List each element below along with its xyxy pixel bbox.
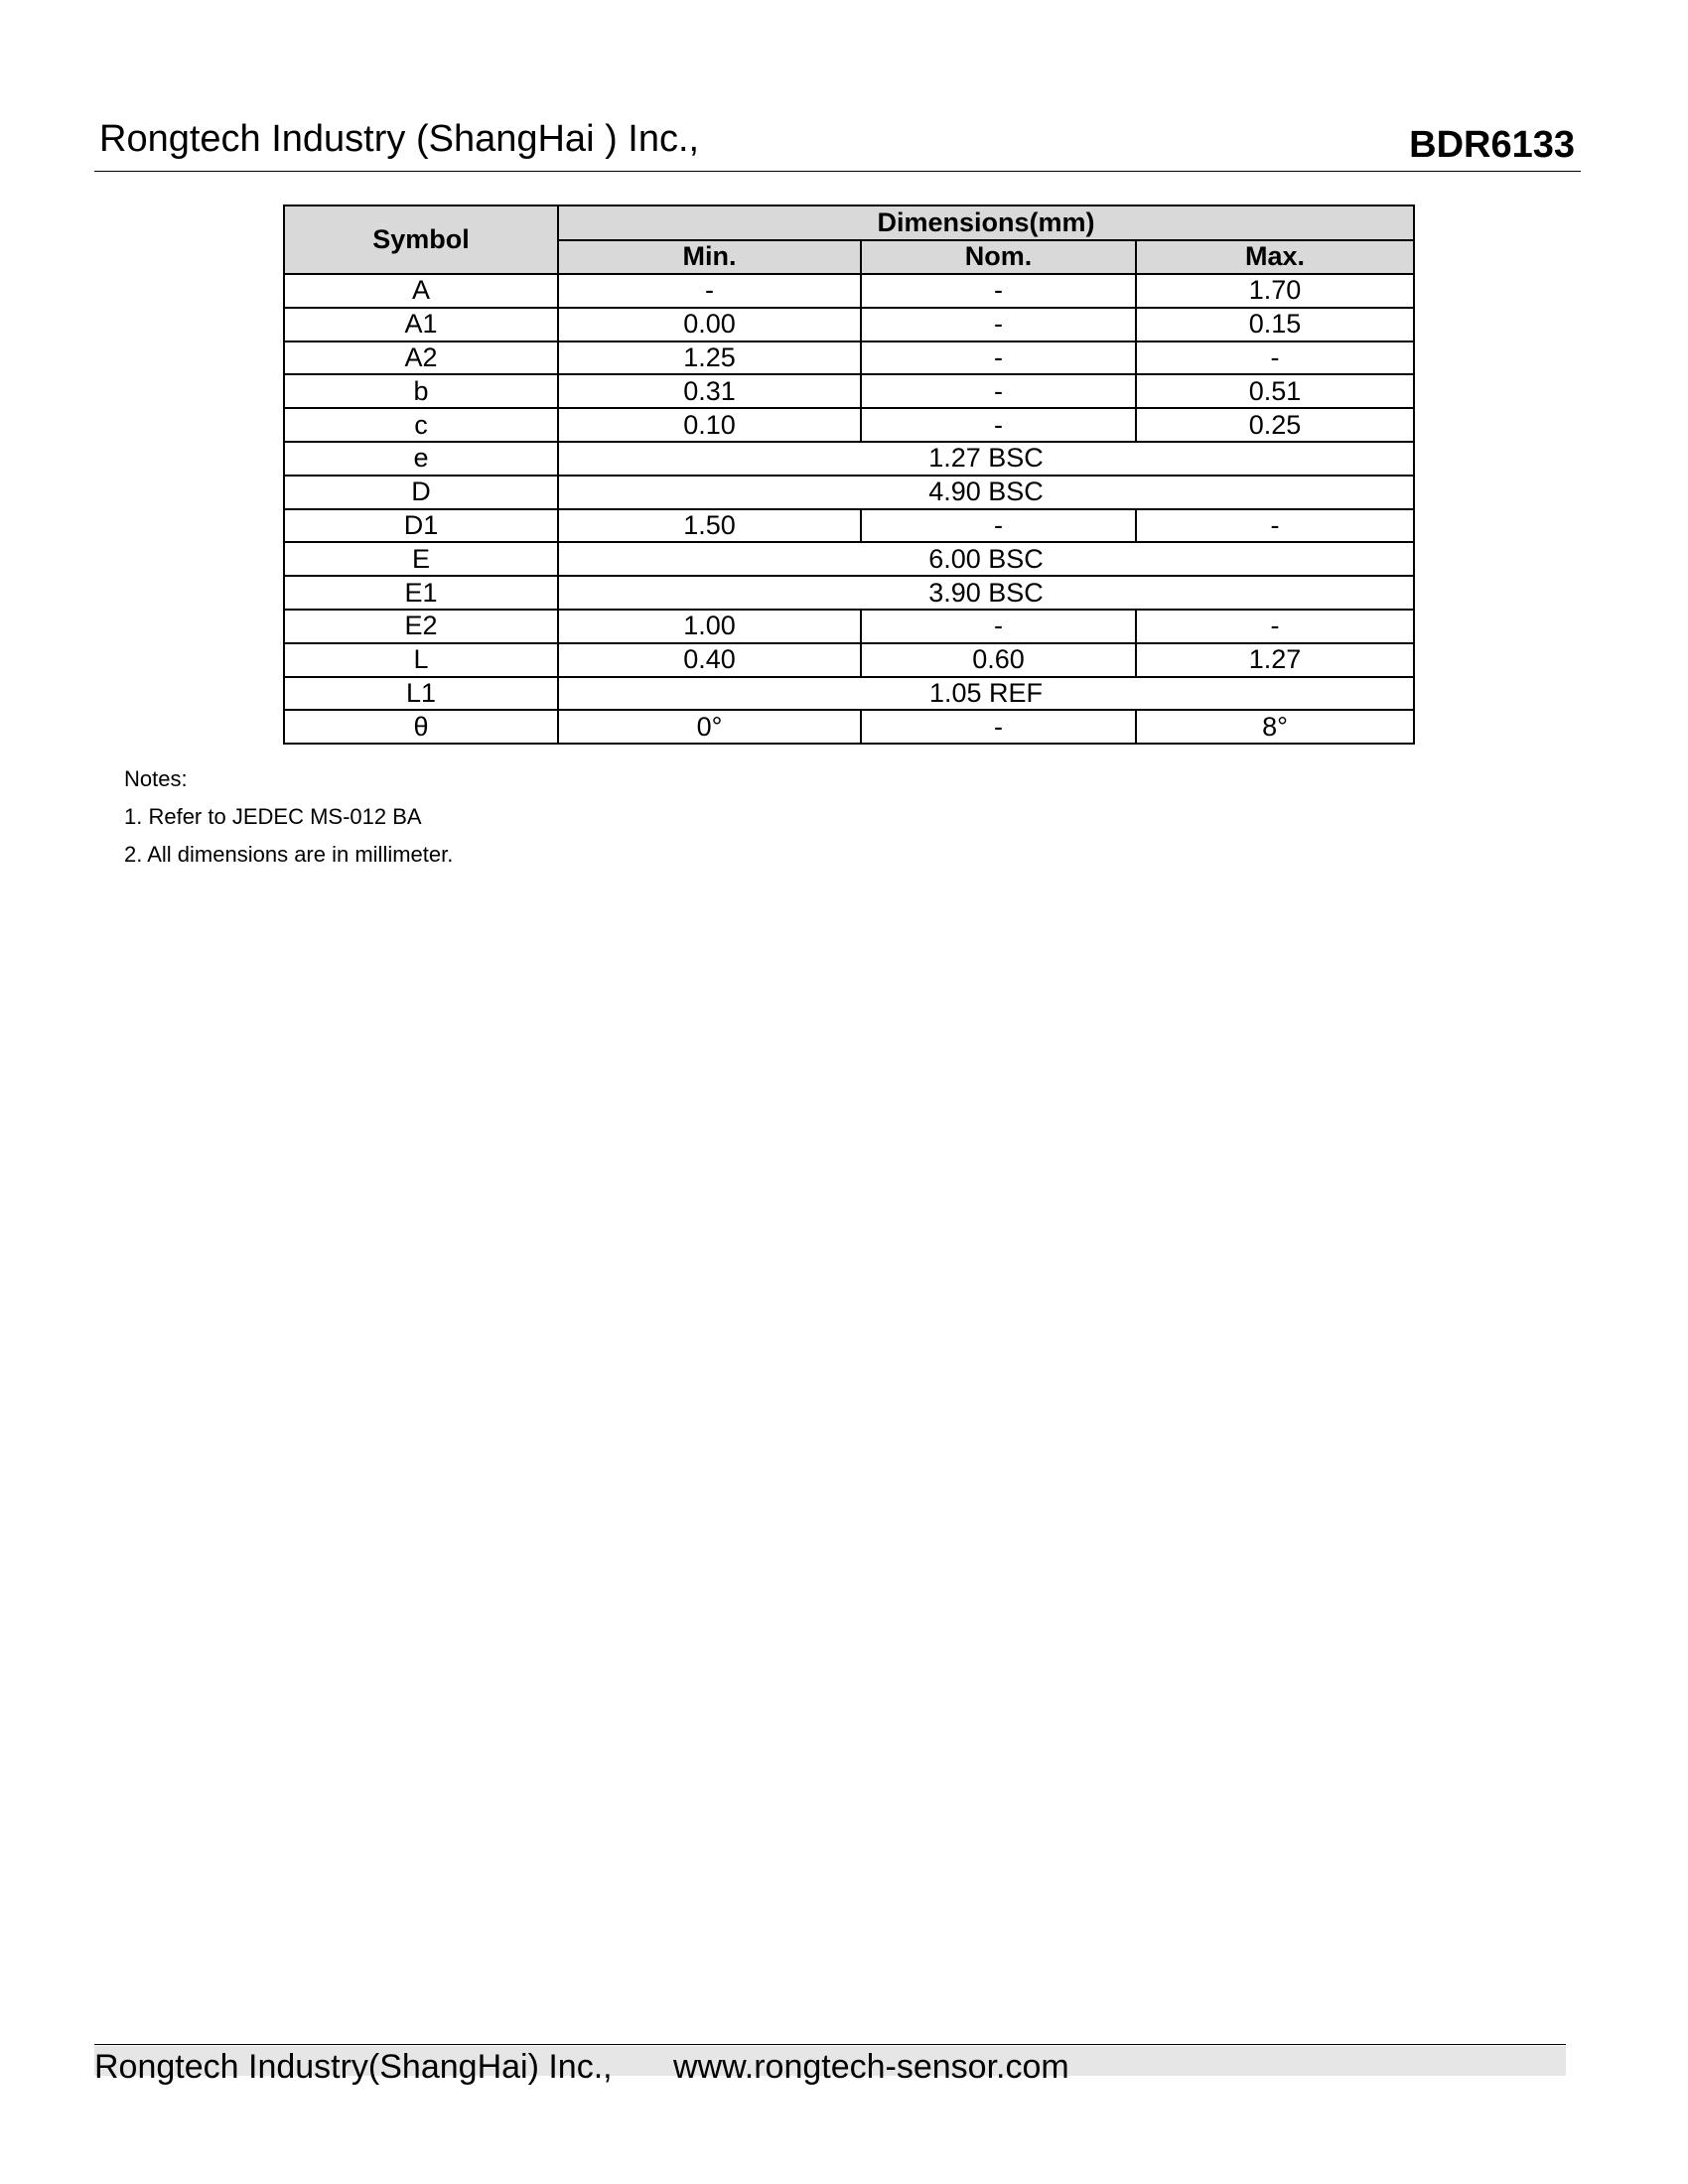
symbol-cell: L [284, 643, 558, 677]
symbol-cell: L1 [284, 677, 558, 711]
symbol-cell: e [284, 442, 558, 476]
table-row [284, 476, 1414, 509]
symbol-cell: A1 [284, 308, 558, 341]
nom-value-cell: - [861, 274, 1136, 308]
spanned-value-cell: 1.05 REF [558, 677, 1414, 711]
max-value-cell: 1.70 [1136, 274, 1414, 308]
table-row [284, 677, 1414, 711]
symbol-cell: θ [284, 710, 558, 744]
symbol-cell: A [284, 274, 558, 308]
table-row [284, 710, 1414, 744]
table-row [284, 442, 1414, 476]
min-value-cell: 0° [558, 710, 861, 744]
nom-value-cell: - [861, 374, 1136, 408]
table-row [284, 308, 1414, 341]
symbol-cell: E1 [284, 576, 558, 610]
dimensions-table-head [284, 205, 1414, 274]
max-value-cell: 0.25 [1136, 408, 1414, 442]
max-value-cell: - [1136, 509, 1414, 543]
table-row [284, 274, 1414, 308]
symbol-cell: E2 [284, 610, 558, 643]
symbol-cell: D [284, 476, 558, 509]
max-column-header: Max. [1136, 240, 1414, 275]
dimensions-table [283, 205, 1415, 745]
spanned-value-cell: 6.00 BSC [558, 542, 1414, 576]
table-row [284, 408, 1414, 442]
table-row [284, 610, 1414, 643]
note-item: 2. All dimensions are in millimeter. [124, 842, 454, 867]
max-value-cell: 8° [1136, 710, 1414, 744]
nom-value-cell: - [861, 341, 1136, 375]
symbol-cell: E [284, 542, 558, 576]
symbol-cell: A2 [284, 341, 558, 375]
min-value-cell: 0.31 [558, 374, 861, 408]
nom-value-cell: - [861, 610, 1136, 643]
nom-value-cell: - [861, 408, 1136, 442]
spanned-value-cell: 3.90 BSC [558, 576, 1414, 610]
max-value-cell: 0.15 [1136, 308, 1414, 341]
min-value-cell: 0.10 [558, 408, 861, 442]
note-item: 1. Refer to JEDEC MS-012 BA [124, 804, 422, 829]
table-row [284, 643, 1414, 677]
footer-company-name: Rongtech Industry(ShangHai) Inc., [94, 2048, 613, 2086]
dimensions-group-header: Dimensions(mm) [558, 205, 1414, 240]
max-value-cell: 0.51 [1136, 374, 1414, 408]
footer-website: www.rongtech-sensor.com [673, 2048, 1069, 2086]
max-value-cell: - [1136, 610, 1414, 643]
table-row [284, 542, 1414, 576]
table-row [284, 509, 1414, 543]
spanned-value-cell: 4.90 BSC [558, 476, 1414, 509]
header-company-name: Rongtech Industry (ShangHai ) Inc., [99, 118, 700, 160]
header-document-id: BDR6133 [1409, 124, 1575, 166]
header-row-1 [284, 205, 1414, 240]
notes-section [124, 760, 453, 874]
dimensions-table-body [284, 274, 1414, 744]
symbol-cell: D1 [284, 509, 558, 543]
symbol-cell: c [284, 408, 558, 442]
spanned-value-cell: 1.27 BSC [558, 442, 1414, 476]
header-divider [94, 171, 1581, 172]
nom-value-cell: - [861, 710, 1136, 744]
min-value-cell: 1.25 [558, 341, 861, 375]
min-value-cell: 0.00 [558, 308, 861, 341]
table-row [284, 341, 1414, 375]
min-column-header: Min. [558, 240, 861, 275]
symbol-cell: b [284, 374, 558, 408]
max-value-cell: 1.27 [1136, 643, 1414, 677]
symbol-column-header: Symbol [284, 205, 558, 274]
min-value-cell: 1.50 [558, 509, 861, 543]
table-row [284, 374, 1414, 408]
min-value-cell: 1.00 [558, 610, 861, 643]
table-row [284, 576, 1414, 610]
min-value-cell: - [558, 274, 861, 308]
max-value-cell: - [1136, 341, 1414, 375]
nom-value-cell: - [861, 308, 1136, 341]
footer-divider [94, 2044, 1566, 2045]
min-value-cell: 0.40 [558, 643, 861, 677]
nom-value-cell: - [861, 509, 1136, 543]
nom-column-header: Nom. [861, 240, 1136, 275]
nom-value-cell: 0.60 [861, 643, 1136, 677]
notes-title: Notes: [124, 766, 188, 791]
